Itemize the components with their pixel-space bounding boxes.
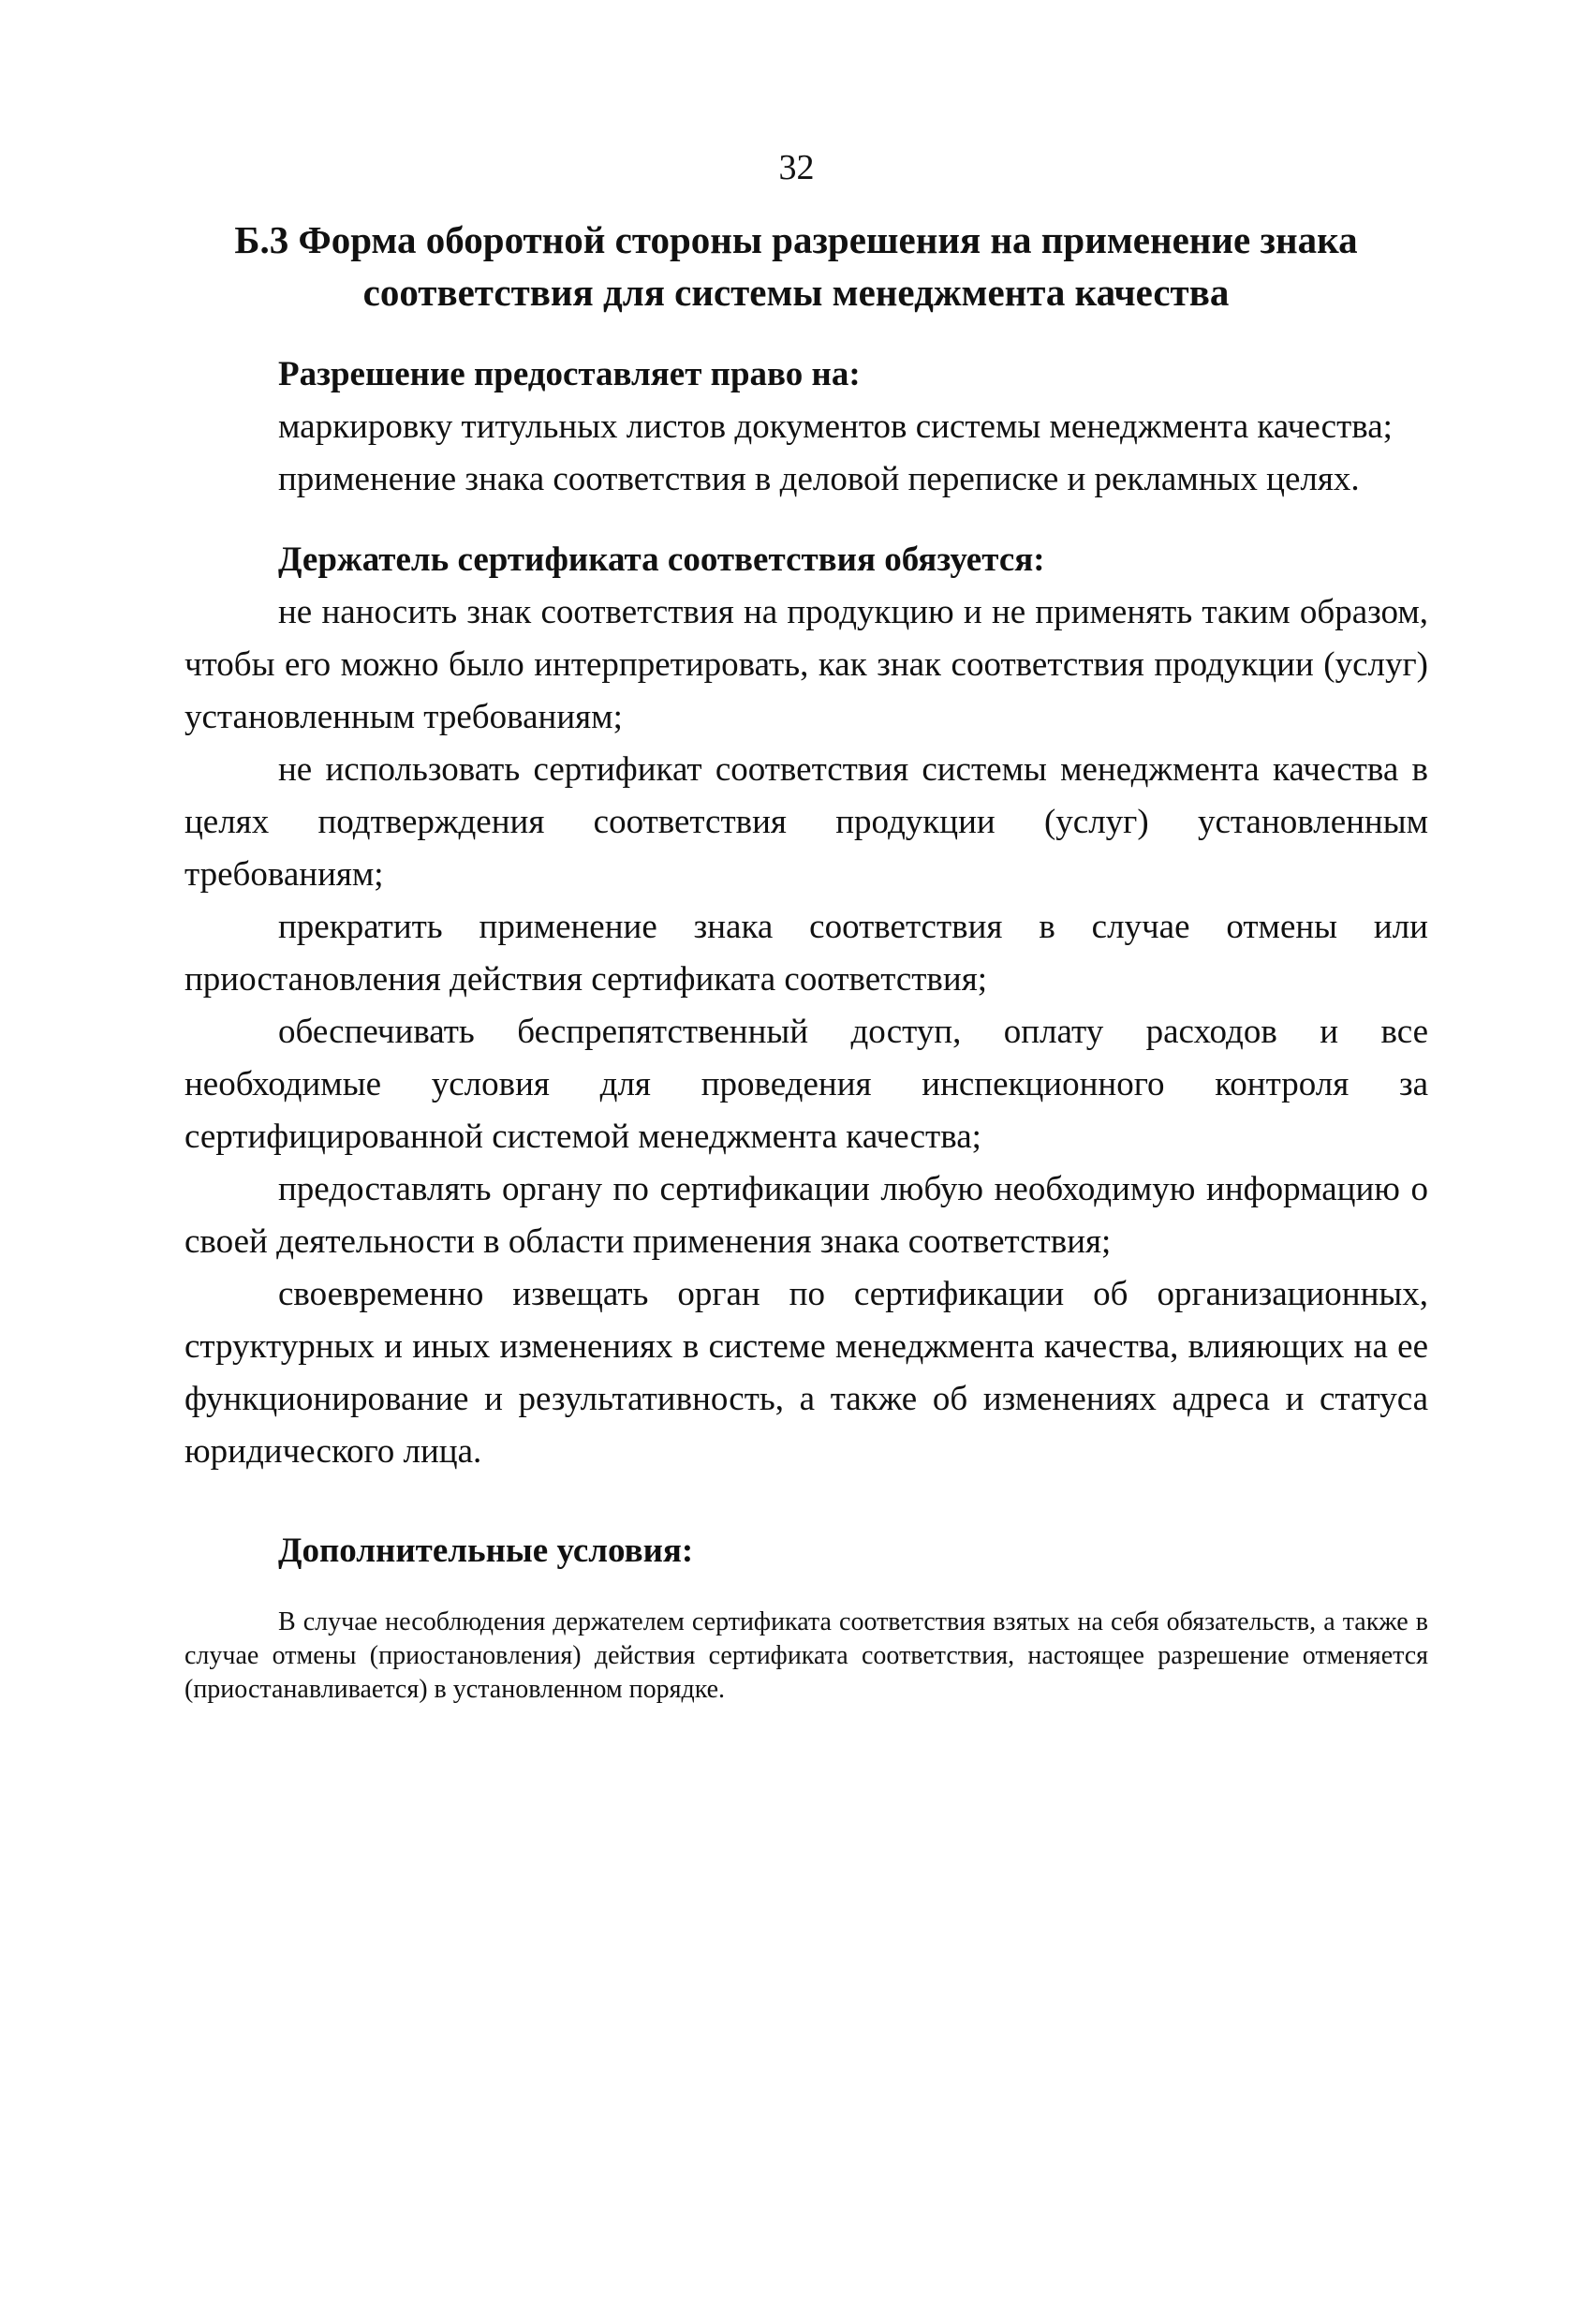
page-number: 32: [778, 148, 815, 187]
paragraph-rights-2: применение знака соответствия в деловой переписке и рекламных целях.: [278, 460, 1360, 498]
spacer: [184, 506, 1428, 534]
paragraph-additional-conditions: В случае несоблюдения держателем сертификата соответствия взятых на себя обязательств, а также в случае отмены (приостановления) действия сертификата соответствия, настоящее разрешение отменяется (приостанавливается) в установленном порядке.: [184, 1607, 1428, 1704]
section-permission-rights: [184, 348, 1428, 506]
section-heading-rights: Разрешение предоставляет право на:: [278, 355, 861, 393]
section-holder-obligations: [184, 534, 1428, 1478]
section-heading-obligations: Держатель сертификата соответствия обязуется:: [278, 540, 1045, 579]
paragraph-obligation-6: своевременно извещать орган по сертификации об организационных, структурных и иных изменениях в системе менеджмента качества, влияющих на ее функционирование и результативность, а также об изменениях адреса и статуса юридического лица.: [184, 1275, 1428, 1471]
paragraph-obligation-3: прекратить применение знака соответствия в случае отмены или приостановления действия сертификата соответствия;: [184, 908, 1428, 999]
paragraph-obligation-5: предоставлять органу по сертификации любую необходимую информацию о своей деятельности в области применения знака соответствия;: [184, 1170, 1428, 1261]
paragraph-obligation-4: обеспечивать беспрепятственный доступ, оплату расходов и все необходимые условия для проведения инспекционного контроля за сертифицированной системой менеджмента качества;: [184, 1013, 1428, 1156]
paragraph-obligation-2: не использовать сертификат соответствия системы менеджмента качества в целях подтверждения соответствия продукции (услуг) установленным требованиям;: [184, 750, 1428, 894]
page-title: Б.3 Форма оборотной стороны разрешения на применение знака соответствия для системы менеджмента качества: [234, 218, 1358, 314]
section-heading-additional: Дополнительные условия:: [278, 1532, 694, 1570]
spacer: [184, 1478, 1428, 1525]
section-additional-conditions: [184, 1525, 1428, 1707]
paragraph-obligation-1: не наносить знак соответствия на продукцию и не применять таким образом, чтобы его можно было интерпретировать, как знак соответствия продукции (услуг) установленным требованиям;: [184, 593, 1428, 736]
paragraph-rights-1: маркировку титульных листов документов системы менеджмента качества;: [278, 407, 1393, 446]
document-body: [184, 348, 1428, 1707]
